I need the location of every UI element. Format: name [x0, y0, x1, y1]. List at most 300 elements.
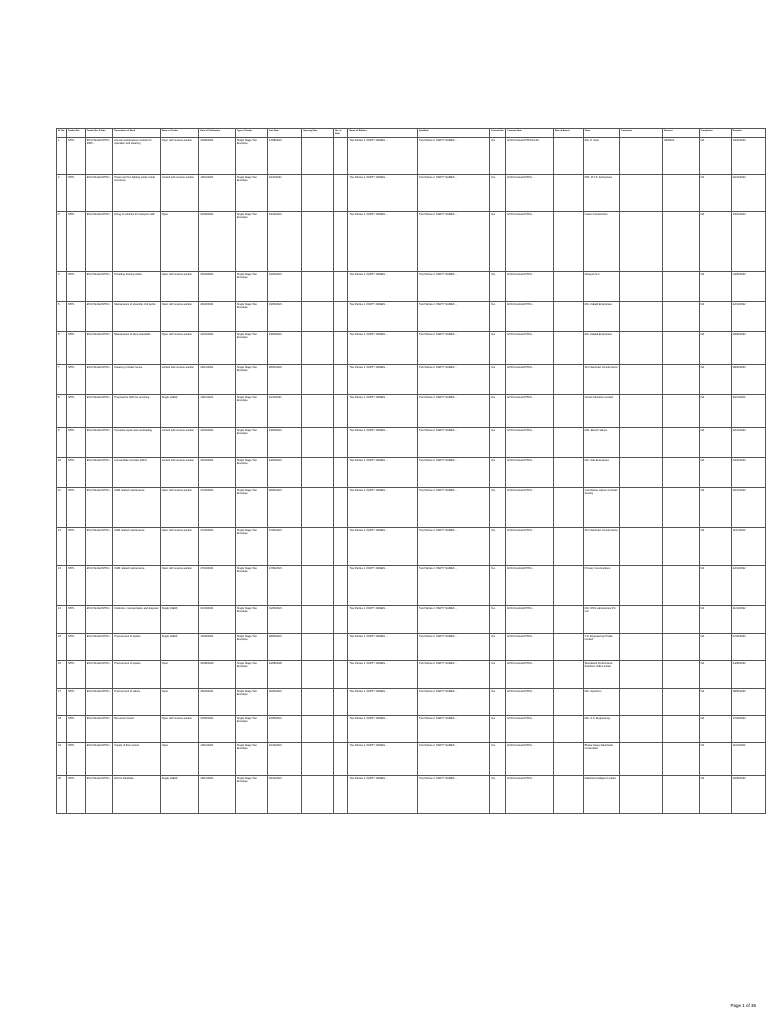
table-cell: Open	[160, 212, 199, 272]
table-cell: Yes	[489, 689, 506, 716]
table-cell: Two Parties 2. PARTY NAMES ...	[418, 716, 490, 743]
table-cell: Maintenance of lamp standards	[113, 332, 160, 365]
table-cell: O&M related maintenance	[113, 566, 160, 606]
table-cell: Yes	[489, 606, 506, 634]
table-cell	[663, 716, 699, 743]
table-cell: EV/C/Contract/NTPL/...	[506, 458, 553, 488]
table-cell: EV/C/Tender/NTPL/...	[85, 566, 113, 606]
table-cell: 23/03/2021	[199, 458, 235, 488]
table-cell	[620, 332, 663, 365]
table-cell: 22/12/2022	[731, 302, 765, 332]
table-cell	[663, 661, 699, 689]
table-cell: 15	[57, 634, 67, 661]
table-cell	[334, 566, 348, 606]
table-cell	[553, 716, 583, 743]
table-cell: 28/04/2021	[267, 488, 301, 528]
table-cell: EV/C/Tender/NTPL/...	[85, 528, 113, 566]
table-cell: Yes	[489, 566, 506, 606]
table-cell: Annual maintenance contract for operation and cleaning	[113, 138, 160, 175]
table-cell: Two Parties 1. PARTY NAMES ...	[348, 528, 418, 566]
table-cell: 10/12/2021	[199, 743, 235, 776]
table-cell: NA	[699, 743, 731, 776]
table-cell: NTPL	[66, 395, 85, 428]
table-cell: Two Parties 2. PARTY NAMES ...	[418, 488, 490, 528]
table-cell: NTPL	[66, 302, 85, 332]
table-cell: EOI for Medicals	[113, 776, 160, 814]
table-cell: M/s. Kaliadi Enterprises	[583, 302, 619, 332]
table-cell: Open	[160, 689, 199, 716]
table-cell: Yes	[489, 661, 506, 689]
table-cell	[620, 458, 663, 488]
table-cell	[553, 566, 583, 606]
table-cell	[553, 488, 583, 528]
table-cell	[620, 175, 663, 212]
table-cell: Yes	[489, 332, 506, 365]
table-cell: 14/06/2022	[731, 272, 765, 302]
table-cell: EV/C/Tender/NTPL/...	[85, 716, 113, 743]
table-cell	[663, 458, 699, 488]
table-cell: 28/05/22	[663, 138, 699, 175]
table-cell: 02/09/2021	[199, 212, 235, 272]
table-cell	[663, 634, 699, 661]
table-cell	[663, 488, 699, 528]
table-row	[57, 743, 766, 776]
table-cell: EV/C/Tender/NTPL/RSP/...	[85, 138, 113, 175]
table-cell: Yes	[489, 212, 506, 272]
table-cell: Yes	[489, 488, 506, 528]
table-cell: Two Parties 1. PARTY NAMES ...	[348, 776, 418, 814]
table-cell: NA	[699, 458, 731, 488]
table-row	[57, 272, 766, 302]
table-cell: Single Stage Two Envelope	[235, 528, 267, 566]
table-cell: 07/04/2022	[731, 634, 765, 661]
table-cell: EV/C/Tender/NTPL/...	[85, 458, 113, 488]
table-cell: Cleaning of boiler house	[113, 365, 160, 395]
table-cell: Single Stage Two Envelope	[235, 566, 267, 606]
table-cell: Yes	[489, 272, 506, 302]
column-header: Date of Publication	[199, 129, 235, 138]
table-cell	[663, 272, 699, 302]
table-cell: 10/10/2022	[731, 138, 765, 175]
table-cell: 04/10/2021	[267, 212, 301, 272]
table-cell	[620, 776, 663, 814]
table-cell	[553, 302, 583, 332]
table-cell: 16	[57, 661, 67, 689]
column-header: Name of Bidders	[348, 129, 418, 138]
table-body	[57, 138, 766, 814]
table-cell: 13/10/2021	[199, 175, 235, 212]
table-cell: 2	[57, 175, 67, 212]
table-row	[57, 332, 766, 365]
table-cell: Two Parties 1. PARTY NAMES ...	[348, 138, 418, 175]
table-cell	[620, 395, 663, 428]
table-cell: Two Parties 1. PARTY NAMES ...	[348, 332, 418, 365]
table-cell	[553, 212, 583, 272]
table-cell: M/s. MVS Laboratories Pvt Ltd	[583, 606, 619, 634]
table-cell: EV/C/Contract/NTPL/...	[506, 302, 553, 332]
table-cell	[553, 138, 583, 175]
table-cell: Single Stage Two Envelope	[235, 716, 267, 743]
table-header-row	[57, 129, 766, 138]
table-cell: Open with reverse auction	[160, 302, 199, 332]
table-cell: Two Parties 2. PARTY NAMES ...	[418, 661, 490, 689]
table-cell: Two Parties 2. PARTY NAMES ...	[418, 395, 490, 428]
table-cell: 28/09/2021	[267, 634, 301, 661]
table-cell	[334, 776, 348, 814]
table-cell: NTPL	[66, 458, 85, 488]
table-cell: EV/C/Contract/NTPL/...	[506, 488, 553, 528]
table-cell: 29/12/2021	[267, 776, 301, 814]
table-cell	[620, 365, 663, 395]
table-cell: Two Parties 2. PARTY NAMES ...	[418, 743, 490, 776]
table-cell: Limited with reverse auction	[160, 365, 199, 395]
table-row	[57, 365, 766, 395]
table-cell	[553, 365, 583, 395]
table-cell: Two Parties 1. PARTY NAMES ...	[348, 302, 418, 332]
table-cell: 31/12/2022	[731, 606, 765, 634]
table-cell	[302, 634, 334, 661]
table-row	[57, 428, 766, 458]
table-cell: M/s. S.S. Engineering	[583, 716, 619, 743]
table-cell: 13/01/2022	[731, 212, 765, 272]
table-cell: 19/11/2021	[267, 175, 301, 212]
table-cell: Power and fire fighting works inside structures	[113, 175, 160, 212]
table-cell: Two Parties 2. PARTY NAMES ...	[418, 302, 490, 332]
table-cell: EV/C/Tender/NTPL/...	[85, 743, 113, 776]
table-cell	[302, 175, 334, 212]
table-cell: NTPL	[66, 365, 85, 395]
table-cell: Yes	[489, 716, 506, 743]
table-cell: NTPL	[66, 488, 85, 528]
table-cell	[334, 428, 348, 458]
table-cell: 1	[57, 138, 67, 175]
table-cell	[334, 302, 348, 332]
table-row	[57, 606, 766, 634]
table-cell: 01/03/2021	[199, 606, 235, 634]
table-cell: 7	[57, 365, 67, 395]
table-cell: Single (GEM)	[160, 606, 199, 634]
column-header: Amount	[663, 129, 699, 138]
table-cell: Woodward Performance Solutions India Limited	[583, 661, 619, 689]
table-cell: 23/03/2021	[267, 332, 301, 365]
table-cell: Gravel Construction	[583, 212, 619, 272]
table-cell	[302, 689, 334, 716]
table-cell	[620, 606, 663, 634]
table-cell	[553, 175, 583, 212]
table-cell: 18/05/2022	[731, 689, 765, 716]
table-cell	[334, 272, 348, 302]
table-cell	[334, 365, 348, 395]
table-cell: 27/04/2021	[267, 566, 301, 606]
table-cell: Single Stage Two Envelope	[235, 458, 267, 488]
table-cell: Open	[160, 743, 199, 776]
table-cell: 22/12/2022	[731, 428, 765, 458]
table-cell	[663, 689, 699, 716]
table-cell	[663, 566, 699, 606]
table-cell: NTPL	[66, 743, 85, 776]
column-header: Type of Tender	[235, 129, 267, 138]
table-cell: NTPL	[66, 566, 85, 606]
table-cell: EV/C/Tender/NTPL/...	[85, 606, 113, 634]
table-cell: Limited with reverse auction	[160, 428, 199, 458]
table-row	[57, 458, 766, 488]
table-cell	[663, 776, 699, 814]
table-cell: 28/01/2022	[267, 365, 301, 395]
table-cell: Single Stage Two Envelope	[235, 634, 267, 661]
table-cell: NTPL	[66, 428, 85, 458]
table-cell: EV/C/Contract/NTPL/...	[506, 428, 553, 458]
table-row	[57, 689, 766, 716]
table-cell	[620, 566, 663, 606]
table-cell: Yes	[489, 395, 506, 428]
table-cell	[334, 661, 348, 689]
table-cell: Single (GEM)	[160, 634, 199, 661]
table-row	[57, 175, 766, 212]
table-cell: 22/05/2021	[199, 716, 235, 743]
table-cell: Narayan N.V.	[583, 272, 619, 302]
column-header: Opening Date	[302, 129, 334, 138]
column-header: Tender No. & Date	[85, 129, 113, 138]
table-cell: M/S. Electro Valves	[583, 428, 619, 458]
table-cell: Collection, transportation and disposal	[113, 606, 160, 634]
table-cell: 10	[57, 458, 67, 488]
table-cell: Yes	[489, 458, 506, 488]
table-cell	[302, 302, 334, 332]
table-cell: EV/C/Tender/NTPL/...	[85, 302, 113, 332]
table-cell: Procurement of spares	[113, 661, 160, 689]
column-header: Date of Award	[553, 129, 583, 138]
table-cell: 30/11/2022	[731, 395, 765, 428]
table-cell	[302, 212, 334, 272]
table-cell: O&M related maintenance	[113, 528, 160, 566]
table-cell	[620, 661, 663, 689]
table-cell: NA	[699, 395, 731, 428]
table-cell	[553, 634, 583, 661]
table-cell: Procurement of valves	[113, 689, 160, 716]
table-cell: EV/C/Contract/NTPL/...	[506, 528, 553, 566]
table-cell	[334, 175, 348, 212]
table-cell: Single Stage Two Envelope	[235, 175, 267, 212]
column-header: Last Date	[267, 129, 301, 138]
column-header: Remarks	[731, 129, 765, 138]
table-cell: Yes	[489, 776, 506, 814]
table-cell: EV/C/Contract/NTPL/...	[506, 332, 553, 365]
table-cell: 26/04/2021	[199, 689, 235, 716]
table-cell: EV/C/Tender/NTPL/...	[85, 661, 113, 689]
table-cell: Yes	[489, 528, 506, 566]
table-cell: NA	[699, 212, 731, 272]
table-cell: NA	[699, 138, 731, 175]
table-cell: EV/C/Contract/NTPL/...	[506, 716, 553, 743]
table-cell: Open with reverse auction	[160, 488, 199, 528]
table-cell: M/s. P. Venu	[583, 138, 619, 175]
table-cell: Single Stage Two Envelope	[235, 332, 267, 365]
table-cell: Coimbatore Labour Contract Society	[583, 488, 619, 528]
table-cell: EV/C/Tender/NTPL/...	[85, 332, 113, 365]
table-cell: 14	[57, 606, 67, 634]
table-cell	[553, 458, 583, 488]
table-cell: Single Stage Two Envelope	[235, 272, 267, 302]
table-cell: EV/C/Contract/NTPL/...	[506, 776, 553, 814]
table-cell	[334, 528, 348, 566]
table-cell	[620, 716, 663, 743]
table-cell: Yes	[489, 428, 506, 458]
table-cell: Bharat Heavy Electricals Corporation	[583, 743, 619, 776]
column-header: Contractor	[620, 129, 663, 138]
table-row	[57, 716, 766, 743]
table-cell: 18	[57, 716, 67, 743]
table-cell	[334, 689, 348, 716]
table-cell: 9	[57, 428, 67, 458]
table-cell: Yes	[489, 743, 506, 776]
table-cell: EV/C/Tender/NTPL/...	[85, 488, 113, 528]
table-cell: Single Stage Two Envelope	[235, 138, 267, 175]
table-cell: Shri Vaishnavi Constructions	[583, 365, 619, 395]
table-cell: NTPL	[66, 776, 85, 814]
table-cell: NA	[699, 488, 731, 528]
table-cell: EV/C/Tender/NTPL/...	[85, 395, 113, 428]
table-cell: Two Parties 1. PARTY NAMES ...	[348, 365, 418, 395]
table-cell	[302, 743, 334, 776]
table-cell: Single (GEM)	[160, 395, 199, 428]
table-cell	[334, 716, 348, 743]
table-cell: Single Stage Two Envelope	[235, 302, 267, 332]
table-cell: Single Stage Two Envelope	[235, 428, 267, 458]
table-cell: NTPL	[66, 716, 85, 743]
table-cell	[302, 458, 334, 488]
table-cell: M/s. Spectrum	[583, 689, 619, 716]
table-cell	[663, 212, 699, 272]
table-cell: Proposal for AMC for servicing	[113, 395, 160, 428]
table-cell: 17/08/2021	[267, 138, 301, 175]
table-cell: EV/C/Tender/NTPL/...	[85, 365, 113, 395]
table-row	[57, 212, 766, 272]
tender-register-sheet	[56, 128, 766, 814]
table-cell: Annual Rate Contract (ARC)	[113, 458, 160, 488]
column-header: Completion	[699, 129, 731, 138]
table-cell	[620, 528, 663, 566]
table-cell: Limited with reverse auction	[160, 458, 199, 488]
table-cell: 10/11/2021	[199, 395, 235, 428]
table-cell: 17/03/2022	[731, 716, 765, 743]
table-cell: Two Parties 1. PARTY NAMES ...	[348, 661, 418, 689]
table-cell: EV/C/Contract/NTPL/...	[506, 566, 553, 606]
table-cell: Open	[160, 661, 199, 689]
table-cell: 10/12/2021	[267, 743, 301, 776]
table-row	[57, 302, 766, 332]
table-cell: Providing flooring works	[113, 272, 160, 302]
table-cell: NA	[699, 606, 731, 634]
table-cell	[334, 458, 348, 488]
table-cell: NTPL	[66, 175, 85, 212]
table-cell	[302, 332, 334, 365]
table-cell	[302, 488, 334, 528]
table-cell: Rakshita Intelligent Limited	[583, 776, 619, 814]
table-cell	[553, 528, 583, 566]
table-cell: Yes	[489, 302, 506, 332]
table-cell: EV/C/Contract/NTPL/...	[506, 689, 553, 716]
table-cell	[620, 743, 663, 776]
table-cell: Two Parties 1. PARTY NAMES ...	[348, 743, 418, 776]
table-cell: NTPL	[66, 212, 85, 272]
table-cell: NA	[699, 661, 731, 689]
page-number: Page 1 of 36	[730, 1003, 756, 1008]
table-cell: EV/C/Contract/NTPL/...	[506, 634, 553, 661]
table-cell: Two Parties 2. PARTY NAMES ...	[418, 606, 490, 634]
table-cell: Complete repair and overhauling	[113, 428, 160, 458]
table-cell	[620, 428, 663, 458]
table-cell: Two Parties 1. PARTY NAMES ...	[348, 458, 418, 488]
column-header: Qualified	[418, 129, 490, 138]
table-cell: Two Parties 2. PARTY NAMES ...	[418, 272, 490, 302]
table-cell	[302, 661, 334, 689]
table-cell: 29/06/2022	[731, 332, 765, 365]
table-cell	[302, 395, 334, 428]
table-cell: 5	[57, 302, 67, 332]
table-cell: NA	[699, 528, 731, 566]
table-cell	[620, 138, 663, 175]
table-cell: NA	[699, 302, 731, 332]
table-cell: EV/C/Contract/NTPL/...	[506, 661, 553, 689]
table-cell: Two Parties 1. PARTY NAMES ...	[348, 716, 418, 743]
table-cell	[620, 302, 663, 332]
table-cell: EV/C/Contract/NTPL/...	[506, 212, 553, 272]
table-cell: Yes	[489, 365, 506, 395]
table-cell: Two Parties 2. PARTY NAMES ...	[418, 428, 490, 458]
table-cell	[302, 776, 334, 814]
table-cell: 24/03/2021	[267, 458, 301, 488]
column-header: Sl. No.	[57, 129, 67, 138]
table-cell	[334, 743, 348, 776]
table-cell: NA	[699, 634, 731, 661]
table-cell	[553, 428, 583, 458]
table-cell	[663, 528, 699, 566]
table-cell: 20	[57, 776, 67, 814]
table-cell: 23/03/2021	[267, 302, 301, 332]
table-cell: EV/C/Contract/NTPL/...	[506, 175, 553, 212]
table-cell	[663, 428, 699, 458]
table-cell: Hiring of vehicles for transport staff	[113, 212, 160, 272]
table-cell	[302, 528, 334, 566]
table-cell: Supply of flow meters	[113, 743, 160, 776]
table-cell: Two Parties 1. PARTY NAMES ...	[348, 488, 418, 528]
table-cell: EV/C/Contract/NTPL/...	[506, 272, 553, 302]
table-cell: 01/03/2021	[267, 606, 301, 634]
table-cell: EV/C/Contract/NTPL/...	[506, 365, 553, 395]
table-cell: 17	[57, 689, 67, 716]
table-cell: Primary Constructions	[583, 566, 619, 606]
table-cell: NTPL	[66, 528, 85, 566]
table-cell: M/s. Kaliadi Enterprises	[583, 332, 619, 365]
table-cell: Two Parties 1. PARTY NAMES ...	[348, 272, 418, 302]
table-cell: 11/12/2022	[731, 528, 765, 566]
table-cell	[553, 776, 583, 814]
table-cell	[302, 272, 334, 302]
table-cell	[334, 606, 348, 634]
table-cell	[334, 488, 348, 528]
table-cell: NTPL	[66, 634, 85, 661]
table-cell: Single Stage Two Envelope	[235, 212, 267, 272]
table-cell	[553, 272, 583, 302]
table-cell: 23/06/2021	[199, 138, 235, 175]
column-header: Tender Ref.	[66, 129, 85, 138]
table-cell: Two Parties 2. PARTY NAMES ...	[418, 566, 490, 606]
table-cell	[620, 212, 663, 272]
table-cell: Single Stage Two Envelope	[235, 606, 267, 634]
table-cell: Two Parties 1. PARTY NAMES ...	[348, 395, 418, 428]
table-cell	[663, 606, 699, 634]
column-header: Value	[583, 129, 619, 138]
